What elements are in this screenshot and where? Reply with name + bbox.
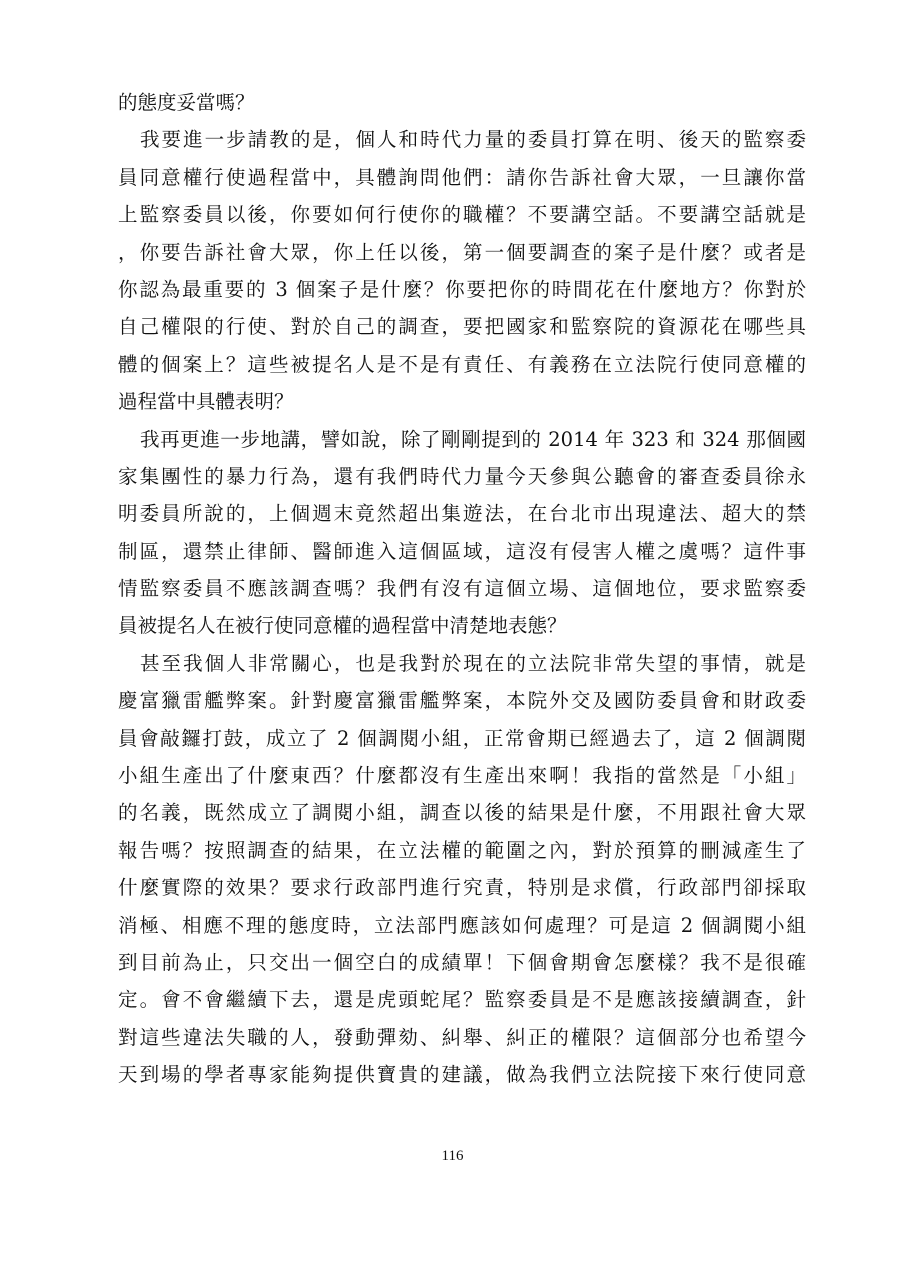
paragraph-first-line: 我再更進一步地講，譬如說，除了剛剛提到的 2014 年 323 和 324 那個國 (140, 427, 806, 451)
text-line: 員被提名人在被行使同意權的過程當中清楚地表態？ (118, 614, 567, 638)
text-line: 什麼實際的效果？要求行政部門進行究責，特別是求償，行政部門卻採取 (118, 876, 806, 900)
text-line: 體的個案上？這些被提名人是不是有責任、有義務在立法院行使同意權的 (118, 352, 806, 376)
text-line: ，你要告訴社會大眾，你上任以後，第一個要調查的案子是什麼？或者是 (118, 240, 806, 264)
text-line: 家集團性的暴力行為，還有我們時代力量今天參與公聽會的審查委員徐永 (118, 464, 806, 488)
text-line: 上監察委員以後，你要如何行使你的職權？不要講空話。不要講空話就是 (118, 203, 806, 227)
text-line: 對這些違法失職的人，發動彈劾、糾舉、糾正的權限？這個部分也希望今 (118, 1025, 806, 1049)
text-line: 制區，還禁止律師、醫師進入這個區域，這沒有侵害人權之虞嗎？這件事 (118, 539, 806, 563)
paragraph-first-line: 我要進一步請教的是，個人和時代力量的委員打算在明、後天的監察委 (140, 128, 806, 152)
text-line: 小組生產出了什麼東西？什麼都沒有生產出來啊！我指的當然是「小組」 (118, 764, 806, 788)
text-line: 自己權限的行使、對於自己的調查，要把國家和監察院的資源花在哪些具 (118, 315, 806, 339)
text-line: 到目前為止，只交出一個空白的成績單！下個會期會怎麼樣？我不是很確 (118, 950, 806, 974)
text-line: 員同意權行使過程當中，具體詢問他們：請你告訴社會大眾，一旦讓你當 (118, 165, 806, 189)
text-line: 報告嗎？按照調查的結果，在立法權的範圍之內，對於預算的刪減產生了 (118, 838, 806, 862)
text-line: 過程當中具體表明？ (118, 390, 294, 414)
page-number: 116 (441, 1148, 464, 1164)
text-line: 的態度妥當嗎？ (118, 91, 255, 114)
text-line: 天到場的學者專家能夠提供寶貴的建議，做為我們立法院接下來行使同意 (118, 1063, 806, 1087)
text-line: 明委員所說的，上個週末竟然超出集遊法，在台北市出現違法、超大的禁 (118, 502, 806, 526)
paragraph-first-line: 甚至我個人非常關心，也是我對於現在的立法院非常失望的事情，就是 (140, 651, 806, 675)
text-line: 慶富獵雷艦弊案。針對慶富獵雷艦弊案，本院外交及國防委員會和財政委 (118, 689, 806, 713)
text-line: 員會敲鑼打鼓，成立了 2 個調閱小組，正常會期已經過去了，這 2 個調閱 (118, 726, 806, 750)
text-line: 消極、相應不理的態度時，立法部門應該如何處理？可是這 2 個調閱小組 (118, 913, 806, 937)
body-text (118, 84, 806, 1094)
text-line: 定。會不會繼續下去，還是虎頭蛇尾？監察委員是不是應該接續調查，針 (118, 988, 806, 1012)
text-line: 你認為最重要的 3 個案子是什麼？你要把你的時間花在什麼地方？你對於 (118, 277, 806, 301)
text-line: 情監察委員不應該調查嗎？我們有沒有這個立場、這個地位，要求監察委 (118, 577, 806, 601)
text-line: 的名義，既然成立了調閱小組，調查以後的結果是什麼，不用跟社會大眾 (118, 801, 806, 825)
